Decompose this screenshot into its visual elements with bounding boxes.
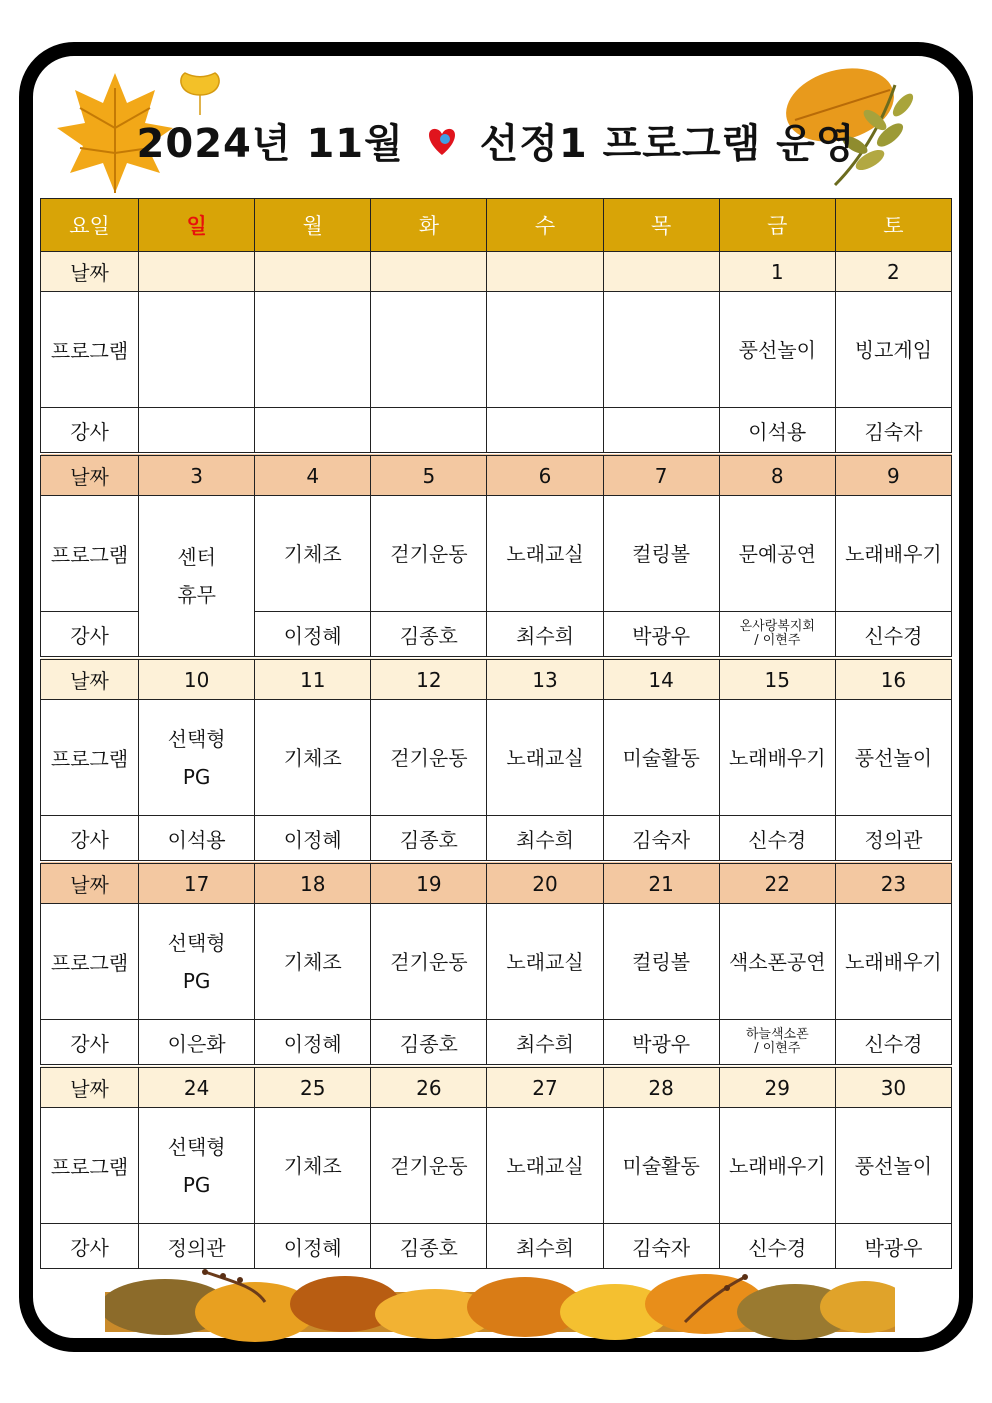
weekday-header-label: 요일: [41, 199, 139, 252]
date-row-label: 날짜: [41, 658, 139, 700]
date-row-label: 날짜: [41, 1066, 139, 1108]
program-cell-fri: 노래배우기: [719, 700, 835, 816]
date-cell-sat: 30: [835, 1066, 951, 1108]
program-row-label: 프로그램: [41, 1108, 139, 1224]
date-row-label: 날짜: [41, 862, 139, 904]
instructor-cell-fri: 온사랑복지회 / 이현주: [719, 612, 835, 659]
program-cell-sat: 빙고게임: [835, 292, 951, 408]
instructor-cell-fri: 신수경: [719, 816, 835, 863]
date-cell-sun: 24: [139, 1066, 255, 1108]
instructor-row: [41, 408, 952, 455]
date-cell-thu: 14: [603, 658, 719, 700]
program-cell-sat: 노래배우기: [835, 496, 951, 612]
title-left: 2024년 11월: [136, 121, 404, 167]
date-cell-mon: 4: [255, 454, 371, 496]
weekday-sun: 일: [139, 199, 255, 252]
program-cell-thu: 컬링볼: [603, 904, 719, 1020]
program-cell-thu: 컬링볼: [603, 496, 719, 612]
program-cell-tue: 걷기운동: [371, 700, 487, 816]
instructor-cell-mon: [255, 408, 371, 455]
program-row: [41, 292, 952, 408]
date-cell-mon: 18: [255, 862, 371, 904]
date-cell-tue: 19: [371, 862, 487, 904]
date-row: [41, 252, 952, 292]
program-row-label: 프로그램: [41, 496, 139, 612]
date-cell-thu: 7: [603, 454, 719, 496]
instructor-row-label: 강사: [41, 408, 139, 455]
instructor-cell-wed: 최수희: [487, 612, 603, 659]
instructor-cell-sat: 박광우: [835, 1224, 951, 1269]
instructor-cell-wed: [487, 408, 603, 455]
date-cell-fri: 8: [719, 454, 835, 496]
date-cell-tue: [371, 252, 487, 292]
program-cell-fri: 문예공연: [719, 496, 835, 612]
program-cell-wed: 노래교실: [487, 1108, 603, 1224]
date-cell-thu: 21: [603, 862, 719, 904]
program-cell-thu: 미술활동: [603, 700, 719, 816]
instructor-cell-sat: 정의관: [835, 816, 951, 863]
program-cell-wed: 노래교실: [487, 904, 603, 1020]
instructor-row-label: 강사: [41, 612, 139, 659]
weekday-header-row: [41, 199, 952, 252]
instructor-cell-wed: 최수희: [487, 1020, 603, 1067]
program-cell-wed: 노래교실: [487, 496, 603, 612]
instructor-cell-mon: 이정혜: [255, 816, 371, 863]
program-cell-mon: 기체조: [255, 700, 371, 816]
date-row: [41, 658, 952, 700]
heart-logo-icon: [425, 123, 459, 169]
program-cell-sun: 선택형 PG: [139, 904, 255, 1020]
date-cell-sat: 2: [835, 252, 951, 292]
autumn-leaves-decoration-bottom: [105, 1262, 895, 1342]
program-cell-thu: [603, 292, 719, 408]
program-cell-sun: [139, 292, 255, 408]
instructor-row-label: 강사: [41, 816, 139, 863]
program-cell-sat: 노래배우기: [835, 904, 951, 1020]
program-cell-tue: 걷기운동: [371, 904, 487, 1020]
program-row: [41, 700, 952, 816]
instructor-row-label: 강사: [41, 1020, 139, 1067]
date-row-label: 날짜: [41, 252, 139, 292]
title-right: 선정1 프로그램 운영: [479, 121, 856, 167]
instructor-cell-wed: 최수희: [487, 816, 603, 863]
instructor-cell-fri: 신수경: [719, 1224, 835, 1269]
program-cell-sat: 풍선놀이: [835, 700, 951, 816]
instructor-cell-thu: 박광우: [603, 612, 719, 659]
program-row-label: 프로그램: [41, 292, 139, 408]
instructor-cell-tue: [371, 408, 487, 455]
date-cell-fri: 15: [719, 658, 835, 700]
program-cell-fri: 색소폰공연: [719, 904, 835, 1020]
date-cell-wed: 13: [487, 658, 603, 700]
program-row: [41, 904, 952, 1020]
date-cell-mon: 25: [255, 1066, 371, 1108]
date-cell-mon: [255, 252, 371, 292]
program-cell-wed: 노래교실: [487, 700, 603, 816]
program-row-label: 프로그램: [41, 904, 139, 1020]
date-cell-tue: 5: [371, 454, 487, 496]
instructor-row: [41, 1020, 952, 1067]
date-cell-mon: 11: [255, 658, 371, 700]
date-cell-thu: [603, 252, 719, 292]
weekday-sat: 토: [835, 199, 951, 252]
instructor-cell-thu: 김숙자: [603, 1224, 719, 1269]
date-cell-wed: 6: [487, 454, 603, 496]
date-row-label: 날짜: [41, 454, 139, 496]
weekday-mon: 월: [255, 199, 371, 252]
date-cell-fri: 1: [719, 252, 835, 292]
instructor-cell-fri: 하늘색소폰 / 이현주: [719, 1020, 835, 1067]
instructor-cell-thu: 김숙자: [603, 816, 719, 863]
program-row-label: 프로그램: [41, 700, 139, 816]
program-cell-wed: [487, 292, 603, 408]
program-cell-mon: 기체조: [255, 496, 371, 612]
instructor-cell-sun: 이석용: [139, 816, 255, 863]
date-cell-tue: 12: [371, 658, 487, 700]
instructor-row-label: 강사: [41, 1224, 139, 1269]
program-cell-thu: 미술활동: [603, 1108, 719, 1224]
date-cell-sat: 16: [835, 658, 951, 700]
instructor-cell-thu: 박광우: [603, 1020, 719, 1067]
date-cell-thu: 28: [603, 1066, 719, 1108]
date-row: [41, 1066, 952, 1108]
program-cell-fri: 노래배우기: [719, 1108, 835, 1224]
instructor-cell-tue: 김종호: [371, 816, 487, 863]
date-cell-tue: 26: [371, 1066, 487, 1108]
instructor-cell-tue: 김종호: [371, 1224, 487, 1269]
instructor-cell-thu: [603, 408, 719, 455]
program-row: [41, 1108, 952, 1224]
instructor-cell-sun: 이은화: [139, 1020, 255, 1067]
program-cell-sat: 풍선놀이: [835, 1108, 951, 1224]
program-cell-tue: 걷기운동: [371, 1108, 487, 1224]
program-cell-fri: 풍선놀이: [719, 292, 835, 408]
program-cell-sun: 선택형 PG: [139, 1108, 255, 1224]
instructor-cell-tue: 김종호: [371, 612, 487, 659]
program-cell-tue: [371, 292, 487, 408]
weekday-thu: 목: [603, 199, 719, 252]
page-title: [0, 112, 992, 169]
weekday-fri: 금: [719, 199, 835, 252]
instructor-cell-sat: 김숙자: [835, 408, 951, 455]
instructor-cell-sun: [139, 408, 255, 455]
instructor-cell-mon: 이정혜: [255, 612, 371, 659]
instructor-cell-tue: 김종호: [371, 1020, 487, 1067]
program-cell-mon: 기체조: [255, 904, 371, 1020]
instructor-cell-sat: 신수경: [835, 1020, 951, 1067]
date-cell-sun: 10: [139, 658, 255, 700]
program-cell-sun: 센터 휴무: [139, 496, 255, 659]
program-cell-mon: 기체조: [255, 1108, 371, 1224]
program-cell-sun: 선택형 PG: [139, 700, 255, 816]
date-row: [41, 862, 952, 904]
instructor-cell-sat: 신수경: [835, 612, 951, 659]
date-cell-fri: 29: [719, 1066, 835, 1108]
date-cell-fri: 22: [719, 862, 835, 904]
weekday-tue: 화: [371, 199, 487, 252]
date-cell-sun: 3: [139, 454, 255, 496]
date-cell-sun: [139, 252, 255, 292]
program-cell-mon: [255, 292, 371, 408]
weekday-wed: 수: [487, 199, 603, 252]
instructor-cell-wed: 최수희: [487, 1224, 603, 1269]
instructor-cell-mon: 이정혜: [255, 1020, 371, 1067]
date-cell-sun: 17: [139, 862, 255, 904]
program-calendar-table: [40, 198, 952, 1269]
date-cell-wed: 20: [487, 862, 603, 904]
date-row: [41, 454, 952, 496]
instructor-row: [41, 816, 952, 863]
program-row: [41, 496, 952, 612]
date-cell-wed: [487, 252, 603, 292]
date-cell-sat: 23: [835, 862, 951, 904]
program-cell-tue: 걷기운동: [371, 496, 487, 612]
date-cell-wed: 27: [487, 1066, 603, 1108]
instructor-cell-fri: 이석용: [719, 408, 835, 455]
instructor-cell-mon: 이정혜: [255, 1224, 371, 1269]
instructor-cell-sun: 정의관: [139, 1224, 255, 1269]
date-cell-sat: 9: [835, 454, 951, 496]
